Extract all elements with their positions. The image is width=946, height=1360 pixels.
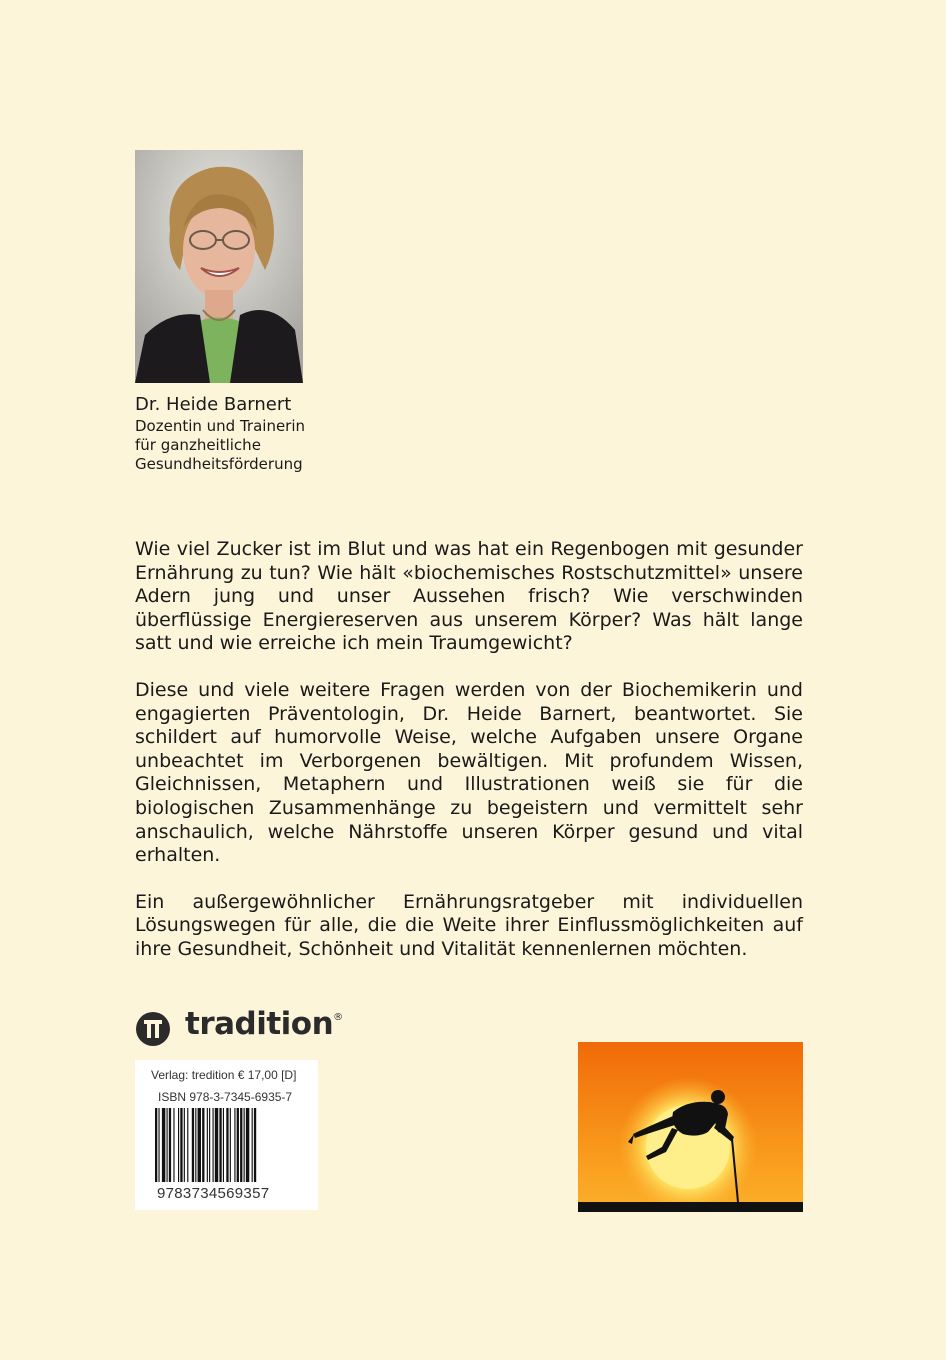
author-caption xyxy=(135,393,355,474)
barcode-bar xyxy=(198,1108,201,1182)
book-blurb xyxy=(135,538,803,985)
barcode-bar xyxy=(209,1108,210,1182)
barcode-bar xyxy=(246,1108,249,1182)
author-role-line: Dozentin und Trainerin xyxy=(135,417,306,435)
barcode-bar xyxy=(158,1108,159,1182)
price-line: Verlag: tredition € 17,00 [D] xyxy=(151,1068,297,1082)
barcode-bar xyxy=(237,1108,239,1182)
blurb-paragraph: Ein außergewöhnlicher Ernährungsratgeber mit individuellen Lösungswegen für alle, die die Weite ihrer Einflussmöglichkeiten auf ihre Gesundheit, Schönheit und Vitalität kennenlernen möchten. xyxy=(135,890,803,960)
sunset-climber-image xyxy=(578,1042,803,1212)
tradition-logo-icon xyxy=(135,1011,171,1047)
publisher-name: tradition® xyxy=(185,1006,343,1042)
blurb-paragraph: Diese und viele weitere Fragen werden von der Biochemikerin und engagierten Präventologin, Dr. Heide Barnert, beantwortet. Sie schildert auf humorvolle Weise, welche Aufgaben unsere Organe unbeachtet im Verborgenen bewältigen. Mit profundem Wissen, Gleichnissen, Metaphern und Illustrationen weiß sie für die biologischen Zusammenhänge zu begeistern und vermittelt sehr anschaulich, welche Nährstoffe unseren Körper gesund und vital erhalten. xyxy=(135,678,803,867)
barcode-bar xyxy=(226,1108,228,1182)
barcode-bar xyxy=(187,1108,188,1182)
barcode-bar xyxy=(223,1108,224,1182)
author-name: Dr. Heide Barnert xyxy=(135,394,292,415)
barcode-bar xyxy=(192,1108,194,1182)
author-portrait-illustration xyxy=(135,150,303,383)
barcode-bar xyxy=(254,1108,256,1182)
barcode-bar xyxy=(213,1108,214,1182)
barcode-bar xyxy=(180,1108,182,1182)
isbn-digits: 9783734569357 xyxy=(157,1185,270,1202)
barcode-bar xyxy=(202,1108,204,1182)
barcode-bar xyxy=(184,1108,185,1182)
barcode-bar xyxy=(219,1108,221,1182)
barcode-bar xyxy=(162,1108,165,1182)
barcode-bars xyxy=(155,1108,300,1182)
author-role-line: für ganzheitliche xyxy=(135,436,261,454)
barcode-bar xyxy=(230,1108,231,1182)
barcode-bar xyxy=(244,1108,245,1182)
barcode-bar xyxy=(167,1108,168,1182)
barcode-bar xyxy=(252,1108,253,1182)
barcode-bar xyxy=(173,1108,174,1182)
barcode-bar xyxy=(207,1108,208,1182)
barcode-bar xyxy=(240,1108,242,1182)
barcode-bar xyxy=(234,1108,235,1182)
publisher-logo xyxy=(135,1006,343,1050)
barcode-bar xyxy=(169,1108,171,1182)
climber-silhouette-illustration xyxy=(578,1042,803,1212)
barcode-bar xyxy=(215,1108,218,1182)
barcode-bar xyxy=(155,1108,157,1182)
barcode-bar xyxy=(195,1108,196,1182)
barcode-bar xyxy=(178,1108,179,1182)
author-role-line: Gesundheitsförderung xyxy=(135,455,303,473)
barcode-box xyxy=(135,1060,318,1210)
blurb-paragraph: Wie viel Zucker ist im Blut und was hat ein Regenbogen mit gesunder Ernährung zu tun? Wie hält «biochemisches Rostschutzmittel» unsere Adern jung und unser Aussehen frisch? Wie verschwinden überflüssige Energiereserven aus unserem Körper? Was hält lange satt und wie erreiche ich mein Traumgewicht? xyxy=(135,538,803,655)
isbn-line: ISBN 978-3-7345-6935-7 xyxy=(158,1090,293,1104)
author-photo xyxy=(135,150,303,383)
